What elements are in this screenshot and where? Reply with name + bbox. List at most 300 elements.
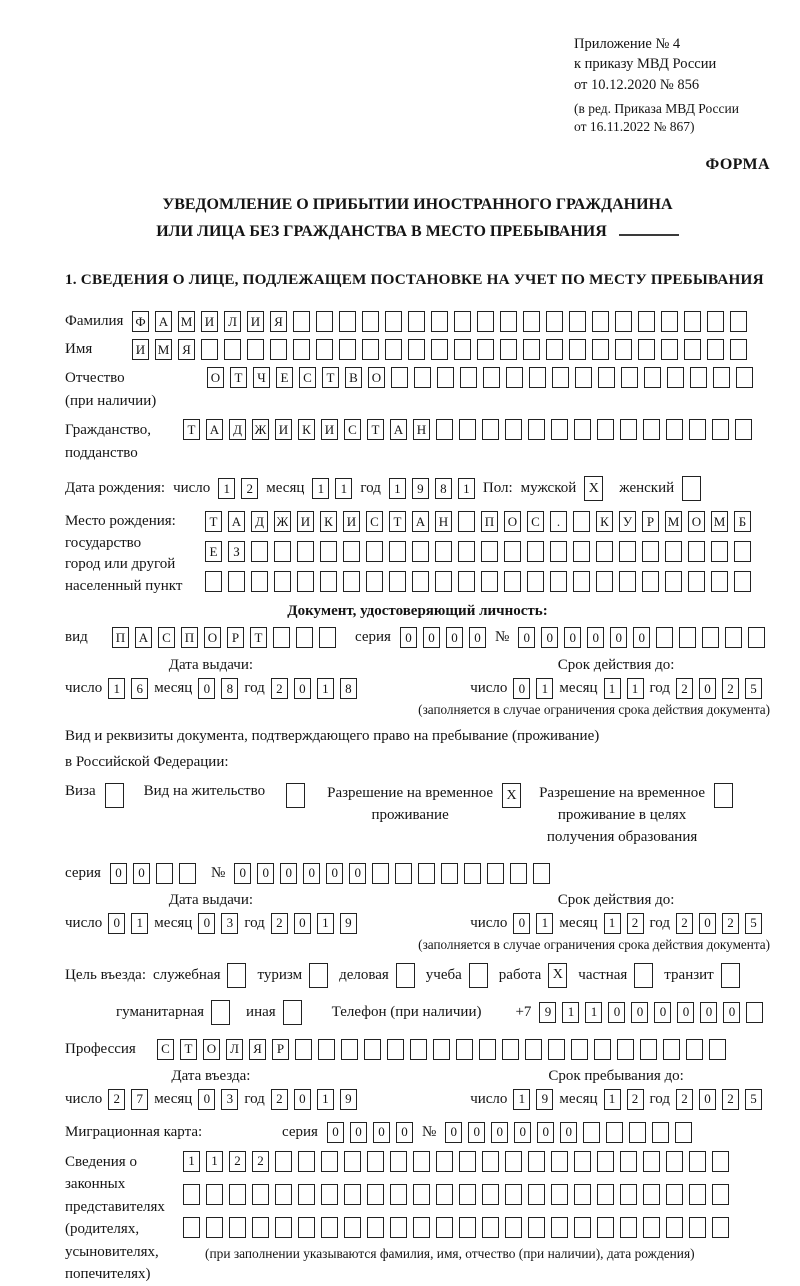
char-box[interactable]: 9 bbox=[340, 913, 357, 934]
char-box[interactable] bbox=[506, 367, 523, 388]
char-box[interactable] bbox=[247, 339, 264, 360]
char-box[interactable] bbox=[620, 419, 637, 440]
char-box[interactable]: 1 bbox=[627, 678, 644, 699]
char-box[interactable] bbox=[435, 571, 452, 592]
char-box[interactable]: С bbox=[344, 419, 361, 440]
char-box[interactable]: Д bbox=[251, 511, 268, 532]
char-box[interactable]: И bbox=[132, 339, 149, 360]
char-box[interactable]: 1 bbox=[585, 1002, 602, 1023]
char-box[interactable] bbox=[707, 339, 724, 360]
char-box[interactable]: И bbox=[201, 311, 218, 332]
char-box[interactable] bbox=[437, 367, 454, 388]
char-box[interactable]: 1 bbox=[131, 913, 148, 934]
char-box[interactable] bbox=[229, 1184, 246, 1205]
char-box[interactable]: Р bbox=[642, 511, 659, 532]
char-box[interactable]: 0 bbox=[537, 1122, 554, 1143]
char-box[interactable] bbox=[228, 571, 245, 592]
char-box[interactable] bbox=[341, 1039, 358, 1060]
char-box[interactable]: А bbox=[390, 419, 407, 440]
char-box[interactable]: К bbox=[298, 419, 315, 440]
char-box[interactable] bbox=[431, 339, 448, 360]
char-box[interactable] bbox=[283, 1000, 302, 1025]
char-box[interactable] bbox=[502, 1039, 519, 1060]
char-box[interactable] bbox=[736, 367, 753, 388]
char-box[interactable]: 0 bbox=[234, 863, 251, 884]
char-box[interactable] bbox=[274, 541, 291, 562]
char-box[interactable]: 1 bbox=[536, 913, 553, 934]
char-box[interactable] bbox=[663, 1039, 680, 1060]
char-box[interactable] bbox=[436, 419, 453, 440]
char-box[interactable] bbox=[615, 311, 632, 332]
char-box[interactable] bbox=[431, 311, 448, 332]
char-box[interactable]: 0 bbox=[513, 678, 530, 699]
char-box[interactable] bbox=[505, 1217, 522, 1238]
char-box[interactable] bbox=[464, 863, 481, 884]
char-box[interactable] bbox=[574, 419, 591, 440]
char-box[interactable] bbox=[505, 1151, 522, 1172]
char-box[interactable]: Т bbox=[205, 511, 222, 532]
char-box[interactable]: 1 bbox=[317, 678, 334, 699]
char-box[interactable]: Ч bbox=[253, 367, 270, 388]
char-box[interactable] bbox=[372, 863, 389, 884]
char-box[interactable]: Н bbox=[413, 419, 430, 440]
char-box[interactable] bbox=[296, 627, 313, 648]
char-box[interactable] bbox=[293, 339, 310, 360]
char-box[interactable] bbox=[316, 311, 333, 332]
char-box[interactable]: 2 bbox=[676, 913, 693, 934]
char-box[interactable] bbox=[573, 541, 590, 562]
char-box[interactable]: 0 bbox=[108, 913, 125, 934]
char-box[interactable]: 0 bbox=[513, 913, 530, 934]
char-box[interactable] bbox=[286, 783, 305, 808]
char-box[interactable] bbox=[730, 311, 747, 332]
char-box[interactable] bbox=[684, 339, 701, 360]
char-box[interactable]: 9 bbox=[539, 1002, 556, 1023]
char-box[interactable] bbox=[458, 571, 475, 592]
char-box[interactable] bbox=[652, 1122, 669, 1143]
char-box[interactable] bbox=[527, 571, 544, 592]
char-box[interactable] bbox=[344, 1184, 361, 1205]
char-box[interactable] bbox=[413, 1151, 430, 1172]
char-box[interactable] bbox=[275, 1151, 292, 1172]
char-box[interactable] bbox=[366, 541, 383, 562]
char-box[interactable]: 0 bbox=[723, 1002, 740, 1023]
char-box[interactable]: 0 bbox=[198, 1089, 215, 1110]
char-box[interactable] bbox=[574, 1151, 591, 1172]
char-box[interactable] bbox=[477, 339, 494, 360]
char-box[interactable]: К bbox=[596, 511, 613, 532]
char-box[interactable]: 1 bbox=[218, 478, 235, 499]
char-box[interactable] bbox=[711, 541, 728, 562]
char-box[interactable]: 8 bbox=[435, 478, 452, 499]
char-box[interactable]: 0 bbox=[280, 863, 297, 884]
char-box[interactable] bbox=[309, 963, 328, 988]
char-box[interactable]: Р bbox=[227, 627, 244, 648]
char-box[interactable] bbox=[686, 1039, 703, 1060]
char-box[interactable]: 0 bbox=[564, 627, 581, 648]
char-box[interactable]: К bbox=[320, 511, 337, 532]
char-box[interactable]: О bbox=[504, 511, 521, 532]
char-box[interactable]: 1 bbox=[562, 1002, 579, 1023]
char-box[interactable] bbox=[275, 1184, 292, 1205]
char-box[interactable]: Т bbox=[322, 367, 339, 388]
char-box[interactable] bbox=[661, 339, 678, 360]
char-box[interactable] bbox=[227, 963, 246, 988]
char-box[interactable] bbox=[689, 1151, 706, 1172]
char-box[interactable]: 1 bbox=[317, 1089, 334, 1110]
char-box[interactable]: 0 bbox=[327, 1122, 344, 1143]
char-box[interactable] bbox=[571, 1039, 588, 1060]
char-box[interactable]: 0 bbox=[294, 1089, 311, 1110]
char-box[interactable]: 0 bbox=[633, 627, 650, 648]
char-box[interactable] bbox=[297, 541, 314, 562]
char-box[interactable] bbox=[387, 1039, 404, 1060]
char-box[interactable] bbox=[528, 1151, 545, 1172]
char-box[interactable]: А bbox=[206, 419, 223, 440]
char-box[interactable] bbox=[707, 311, 724, 332]
char-box[interactable] bbox=[688, 571, 705, 592]
char-box[interactable]: 9 bbox=[340, 1089, 357, 1110]
char-box[interactable]: 8 bbox=[340, 678, 357, 699]
char-box[interactable]: 0 bbox=[396, 1122, 413, 1143]
char-box[interactable]: Д bbox=[229, 419, 246, 440]
char-box[interactable]: И bbox=[275, 419, 292, 440]
char-box[interactable]: 5 bbox=[745, 913, 762, 934]
char-box[interactable] bbox=[597, 1151, 614, 1172]
char-box[interactable]: 1 bbox=[604, 1089, 621, 1110]
char-box[interactable] bbox=[574, 1217, 591, 1238]
char-box[interactable] bbox=[321, 1184, 338, 1205]
char-box[interactable]: 5 bbox=[745, 678, 762, 699]
char-box[interactable] bbox=[500, 311, 517, 332]
char-box[interactable] bbox=[183, 1217, 200, 1238]
char-box[interactable] bbox=[528, 419, 545, 440]
char-box[interactable]: 0 bbox=[699, 1089, 716, 1110]
char-box[interactable]: Н bbox=[435, 511, 452, 532]
char-box[interactable]: 1 bbox=[312, 478, 329, 499]
char-box[interactable] bbox=[505, 419, 522, 440]
char-box[interactable] bbox=[469, 963, 488, 988]
char-box[interactable]: 1 bbox=[536, 678, 553, 699]
char-box[interactable]: 0 bbox=[469, 627, 486, 648]
char-box[interactable]: Я bbox=[270, 311, 287, 332]
char-box[interactable]: 1 bbox=[604, 678, 621, 699]
char-box[interactable] bbox=[224, 339, 241, 360]
char-box[interactable]: 1 bbox=[458, 478, 475, 499]
char-box[interactable]: 0 bbox=[326, 863, 343, 884]
char-box[interactable] bbox=[156, 863, 173, 884]
char-box[interactable] bbox=[640, 1039, 657, 1060]
char-box[interactable] bbox=[436, 1184, 453, 1205]
char-box[interactable]: М bbox=[178, 311, 195, 332]
char-box[interactable] bbox=[523, 311, 540, 332]
char-box[interactable]: А bbox=[135, 627, 152, 648]
char-box[interactable] bbox=[412, 571, 429, 592]
char-box[interactable] bbox=[529, 367, 546, 388]
char-box[interactable] bbox=[712, 1184, 729, 1205]
char-box[interactable] bbox=[725, 627, 742, 648]
char-box[interactable] bbox=[666, 419, 683, 440]
char-box[interactable] bbox=[643, 1217, 660, 1238]
char-box[interactable]: 1 bbox=[317, 913, 334, 934]
char-box[interactable] bbox=[689, 1217, 706, 1238]
char-box[interactable]: X bbox=[502, 783, 521, 808]
char-box[interactable] bbox=[418, 863, 435, 884]
char-box[interactable] bbox=[643, 419, 660, 440]
char-box[interactable]: 0 bbox=[677, 1002, 694, 1023]
char-box[interactable] bbox=[546, 339, 563, 360]
char-box[interactable] bbox=[389, 571, 406, 592]
char-box[interactable]: З bbox=[228, 541, 245, 562]
char-box[interactable] bbox=[298, 1217, 315, 1238]
char-box[interactable] bbox=[339, 311, 356, 332]
char-box[interactable]: О bbox=[207, 367, 224, 388]
char-box[interactable] bbox=[339, 339, 356, 360]
char-box[interactable]: 2 bbox=[229, 1151, 246, 1172]
char-box[interactable] bbox=[385, 311, 402, 332]
char-box[interactable] bbox=[201, 339, 218, 360]
char-box[interactable]: Л bbox=[226, 1039, 243, 1060]
char-box[interactable] bbox=[320, 571, 337, 592]
char-box[interactable] bbox=[748, 627, 765, 648]
char-box[interactable] bbox=[528, 1184, 545, 1205]
char-box[interactable] bbox=[548, 1039, 565, 1060]
char-box[interactable] bbox=[711, 571, 728, 592]
char-box[interactable] bbox=[688, 541, 705, 562]
char-box[interactable] bbox=[477, 311, 494, 332]
char-box[interactable] bbox=[621, 367, 638, 388]
char-box[interactable]: 0 bbox=[198, 913, 215, 934]
char-box[interactable] bbox=[274, 571, 291, 592]
char-box[interactable]: 2 bbox=[676, 1089, 693, 1110]
char-box[interactable] bbox=[546, 311, 563, 332]
char-box[interactable] bbox=[366, 571, 383, 592]
char-box[interactable] bbox=[504, 541, 521, 562]
char-box[interactable] bbox=[205, 571, 222, 592]
char-box[interactable] bbox=[712, 1151, 729, 1172]
char-box[interactable] bbox=[482, 1151, 499, 1172]
char-box[interactable] bbox=[105, 783, 124, 808]
char-box[interactable]: 0 bbox=[587, 627, 604, 648]
char-box[interactable] bbox=[642, 541, 659, 562]
char-box[interactable] bbox=[642, 571, 659, 592]
char-box[interactable]: 1 bbox=[335, 478, 352, 499]
char-box[interactable] bbox=[483, 367, 500, 388]
char-box[interactable] bbox=[620, 1217, 637, 1238]
char-box[interactable]: 0 bbox=[349, 863, 366, 884]
char-box[interactable] bbox=[666, 1217, 683, 1238]
char-box[interactable] bbox=[179, 863, 196, 884]
char-box[interactable] bbox=[730, 339, 747, 360]
char-box[interactable]: 0 bbox=[541, 627, 558, 648]
char-box[interactable] bbox=[643, 1151, 660, 1172]
char-box[interactable]: 5 bbox=[745, 1089, 762, 1110]
char-box[interactable] bbox=[592, 339, 609, 360]
char-box[interactable]: 2 bbox=[108, 1089, 125, 1110]
char-box[interactable]: А bbox=[412, 511, 429, 532]
char-box[interactable] bbox=[606, 1122, 623, 1143]
char-box[interactable]: 0 bbox=[654, 1002, 671, 1023]
char-box[interactable] bbox=[713, 367, 730, 388]
char-box[interactable] bbox=[505, 1184, 522, 1205]
char-box[interactable]: С bbox=[527, 511, 544, 532]
char-box[interactable] bbox=[597, 419, 614, 440]
char-box[interactable]: 1 bbox=[183, 1151, 200, 1172]
char-box[interactable]: Т bbox=[250, 627, 267, 648]
char-box[interactable] bbox=[721, 963, 740, 988]
char-box[interactable] bbox=[367, 1184, 384, 1205]
char-box[interactable] bbox=[746, 1002, 763, 1023]
char-box[interactable]: 6 bbox=[131, 678, 148, 699]
char-box[interactable] bbox=[661, 311, 678, 332]
char-box[interactable] bbox=[458, 541, 475, 562]
char-box[interactable] bbox=[594, 1039, 611, 1060]
char-box[interactable]: Т bbox=[180, 1039, 197, 1060]
char-box[interactable] bbox=[389, 541, 406, 562]
char-box[interactable]: Я bbox=[249, 1039, 266, 1060]
char-box[interactable] bbox=[617, 1039, 634, 1060]
char-box[interactable]: Т bbox=[230, 367, 247, 388]
char-box[interactable]: 1 bbox=[108, 678, 125, 699]
char-box[interactable] bbox=[385, 339, 402, 360]
char-box[interactable] bbox=[665, 571, 682, 592]
char-box[interactable] bbox=[523, 339, 540, 360]
char-box[interactable]: Я bbox=[178, 339, 195, 360]
char-box[interactable]: X bbox=[584, 476, 603, 501]
char-box[interactable] bbox=[481, 571, 498, 592]
char-box[interactable] bbox=[206, 1217, 223, 1238]
char-box[interactable]: 3 bbox=[221, 913, 238, 934]
char-box[interactable] bbox=[619, 541, 636, 562]
char-box[interactable] bbox=[643, 1184, 660, 1205]
char-box[interactable] bbox=[364, 1039, 381, 1060]
char-box[interactable] bbox=[481, 541, 498, 562]
char-box[interactable] bbox=[362, 339, 379, 360]
char-box[interactable]: 1 bbox=[389, 478, 406, 499]
char-box[interactable]: 1 bbox=[513, 1089, 530, 1110]
char-box[interactable] bbox=[367, 1217, 384, 1238]
char-box[interactable] bbox=[275, 1217, 292, 1238]
char-box[interactable]: 8 bbox=[221, 678, 238, 699]
char-box[interactable]: И bbox=[297, 511, 314, 532]
char-box[interactable] bbox=[569, 311, 586, 332]
char-box[interactable]: О bbox=[688, 511, 705, 532]
char-box[interactable]: 2 bbox=[271, 678, 288, 699]
char-box[interactable] bbox=[689, 419, 706, 440]
char-box[interactable] bbox=[638, 311, 655, 332]
char-box[interactable] bbox=[527, 541, 544, 562]
char-box[interactable] bbox=[596, 541, 613, 562]
char-box[interactable] bbox=[679, 627, 696, 648]
char-box[interactable] bbox=[293, 311, 310, 332]
char-box[interactable]: Б bbox=[734, 511, 751, 532]
char-box[interactable]: 2 bbox=[252, 1151, 269, 1172]
char-box[interactable] bbox=[638, 339, 655, 360]
char-box[interactable]: 9 bbox=[412, 478, 429, 499]
char-box[interactable] bbox=[395, 863, 412, 884]
char-box[interactable] bbox=[702, 627, 719, 648]
char-box[interactable] bbox=[620, 1151, 637, 1172]
char-box[interactable] bbox=[482, 419, 499, 440]
char-box[interactable]: 2 bbox=[627, 913, 644, 934]
char-box[interactable]: 2 bbox=[676, 678, 693, 699]
char-box[interactable] bbox=[436, 1217, 453, 1238]
char-box[interactable] bbox=[211, 1000, 230, 1025]
char-box[interactable] bbox=[735, 419, 752, 440]
char-box[interactable]: 2 bbox=[722, 678, 739, 699]
char-box[interactable]: А bbox=[228, 511, 245, 532]
char-box[interactable] bbox=[343, 541, 360, 562]
char-box[interactable] bbox=[252, 1184, 269, 1205]
char-box[interactable]: 1 bbox=[206, 1151, 223, 1172]
char-box[interactable] bbox=[390, 1184, 407, 1205]
char-box[interactable]: 9 bbox=[536, 1089, 553, 1110]
char-box[interactable]: 3 bbox=[221, 1089, 238, 1110]
char-box[interactable] bbox=[550, 571, 567, 592]
char-box[interactable]: У bbox=[619, 511, 636, 532]
char-box[interactable]: 0 bbox=[198, 678, 215, 699]
char-box[interactable] bbox=[435, 541, 452, 562]
char-box[interactable] bbox=[458, 511, 475, 532]
char-box[interactable] bbox=[712, 419, 729, 440]
char-box[interactable]: 1 bbox=[604, 913, 621, 934]
char-box[interactable]: 2 bbox=[271, 913, 288, 934]
char-box[interactable] bbox=[344, 1151, 361, 1172]
char-box[interactable]: 0 bbox=[468, 1122, 485, 1143]
char-box[interactable]: С bbox=[158, 627, 175, 648]
char-box[interactable] bbox=[667, 367, 684, 388]
char-box[interactable]: 0 bbox=[373, 1122, 390, 1143]
char-box[interactable] bbox=[666, 1184, 683, 1205]
char-box[interactable] bbox=[634, 963, 653, 988]
char-box[interactable] bbox=[412, 541, 429, 562]
char-box[interactable] bbox=[410, 1039, 427, 1060]
char-box[interactable] bbox=[482, 1217, 499, 1238]
char-box[interactable] bbox=[569, 339, 586, 360]
char-box[interactable] bbox=[206, 1184, 223, 1205]
char-box[interactable] bbox=[592, 311, 609, 332]
char-box[interactable] bbox=[583, 1122, 600, 1143]
char-box[interactable] bbox=[551, 1151, 568, 1172]
char-box[interactable]: 0 bbox=[294, 913, 311, 934]
char-box[interactable] bbox=[712, 1217, 729, 1238]
char-box[interactable] bbox=[391, 367, 408, 388]
char-box[interactable]: П bbox=[112, 627, 129, 648]
char-box[interactable]: О bbox=[368, 367, 385, 388]
char-box[interactable] bbox=[596, 571, 613, 592]
char-box[interactable] bbox=[316, 339, 333, 360]
char-box[interactable]: X bbox=[548, 963, 567, 988]
char-box[interactable] bbox=[414, 367, 431, 388]
char-box[interactable]: 0 bbox=[350, 1122, 367, 1143]
char-box[interactable]: 0 bbox=[610, 627, 627, 648]
char-box[interactable] bbox=[343, 571, 360, 592]
char-box[interactable]: 2 bbox=[627, 1089, 644, 1110]
char-box[interactable] bbox=[295, 1039, 312, 1060]
char-box[interactable] bbox=[436, 1151, 453, 1172]
char-box[interactable]: 0 bbox=[303, 863, 320, 884]
char-box[interactable] bbox=[479, 1039, 496, 1060]
char-box[interactable] bbox=[689, 1184, 706, 1205]
char-box[interactable]: И bbox=[343, 511, 360, 532]
char-box[interactable] bbox=[551, 1184, 568, 1205]
char-box[interactable] bbox=[597, 1184, 614, 1205]
char-box[interactable] bbox=[298, 1151, 315, 1172]
char-box[interactable] bbox=[459, 419, 476, 440]
char-box[interactable]: 0 bbox=[699, 913, 716, 934]
char-box[interactable] bbox=[550, 541, 567, 562]
char-box[interactable] bbox=[454, 339, 471, 360]
